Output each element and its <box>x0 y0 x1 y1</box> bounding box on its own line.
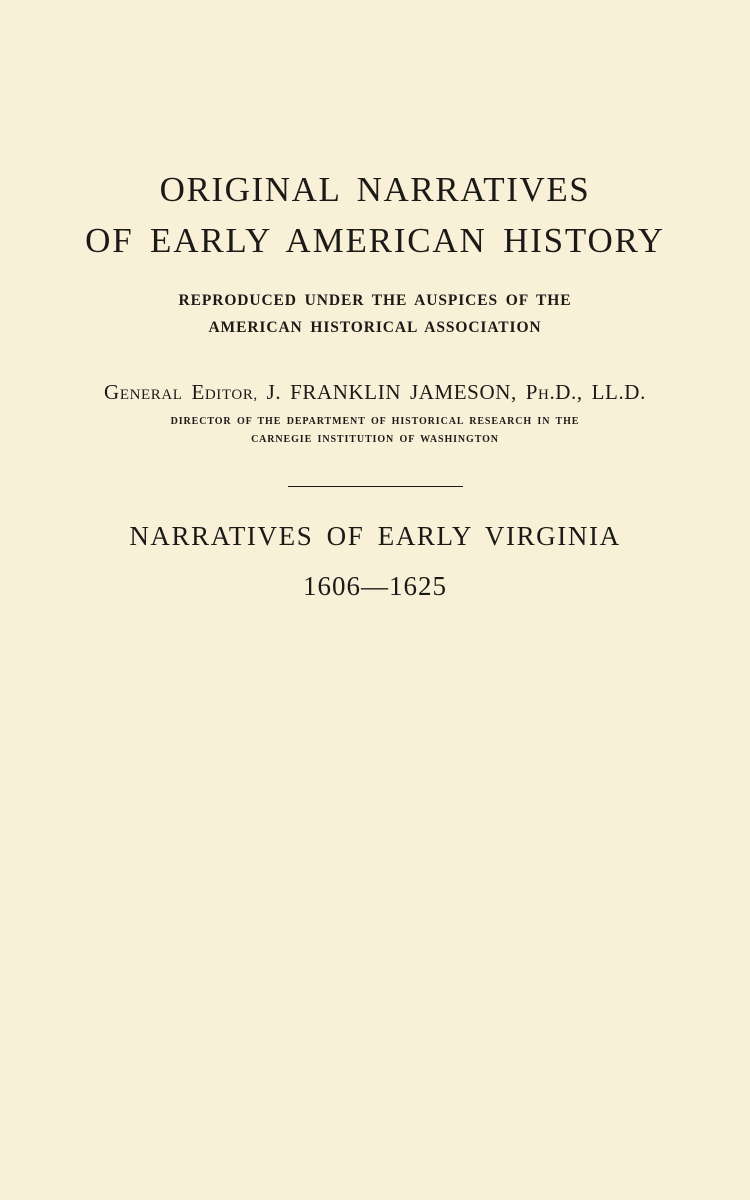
editor-name: J. FRANKLIN JAMESON, <box>266 380 517 404</box>
editor-label2-rest: DITOR, <box>204 387 258 403</box>
general-editor-line <box>0 380 750 405</box>
editor-label-initial: G <box>104 380 120 404</box>
auspices-line-2: AMERICAN HISTORICAL ASSOCIATION <box>208 319 542 336</box>
series-title-line-2: OF EARLY AMERICAN HISTORY <box>85 221 665 260</box>
volume-dates: 1606—1625 <box>303 571 447 601</box>
degree-small: H <box>538 387 550 403</box>
degree-rest: .D., LL.D. <box>549 380 646 404</box>
director-line-1: DIRECTOR OF THE DEPARTMENT OF HISTORICAL RESEARCH IN THE <box>170 416 580 427</box>
divider-rule <box>288 486 463 487</box>
director-line-2: CARNEGIE INSTITUTION OF WASHINGTON <box>251 434 499 445</box>
degree-initial: P <box>525 380 538 404</box>
series-title-line-1: ORIGINAL NARRATIVES <box>159 170 591 209</box>
editor-label2-initial: E <box>191 380 205 404</box>
volume-title: NARRATIVES OF EARLY VIRGINIA <box>129 521 621 551</box>
editor-label-rest: ENERAL <box>119 387 183 403</box>
auspices-line-1: REPRODUCED UNDER THE AUSPICES OF THE <box>178 292 572 309</box>
